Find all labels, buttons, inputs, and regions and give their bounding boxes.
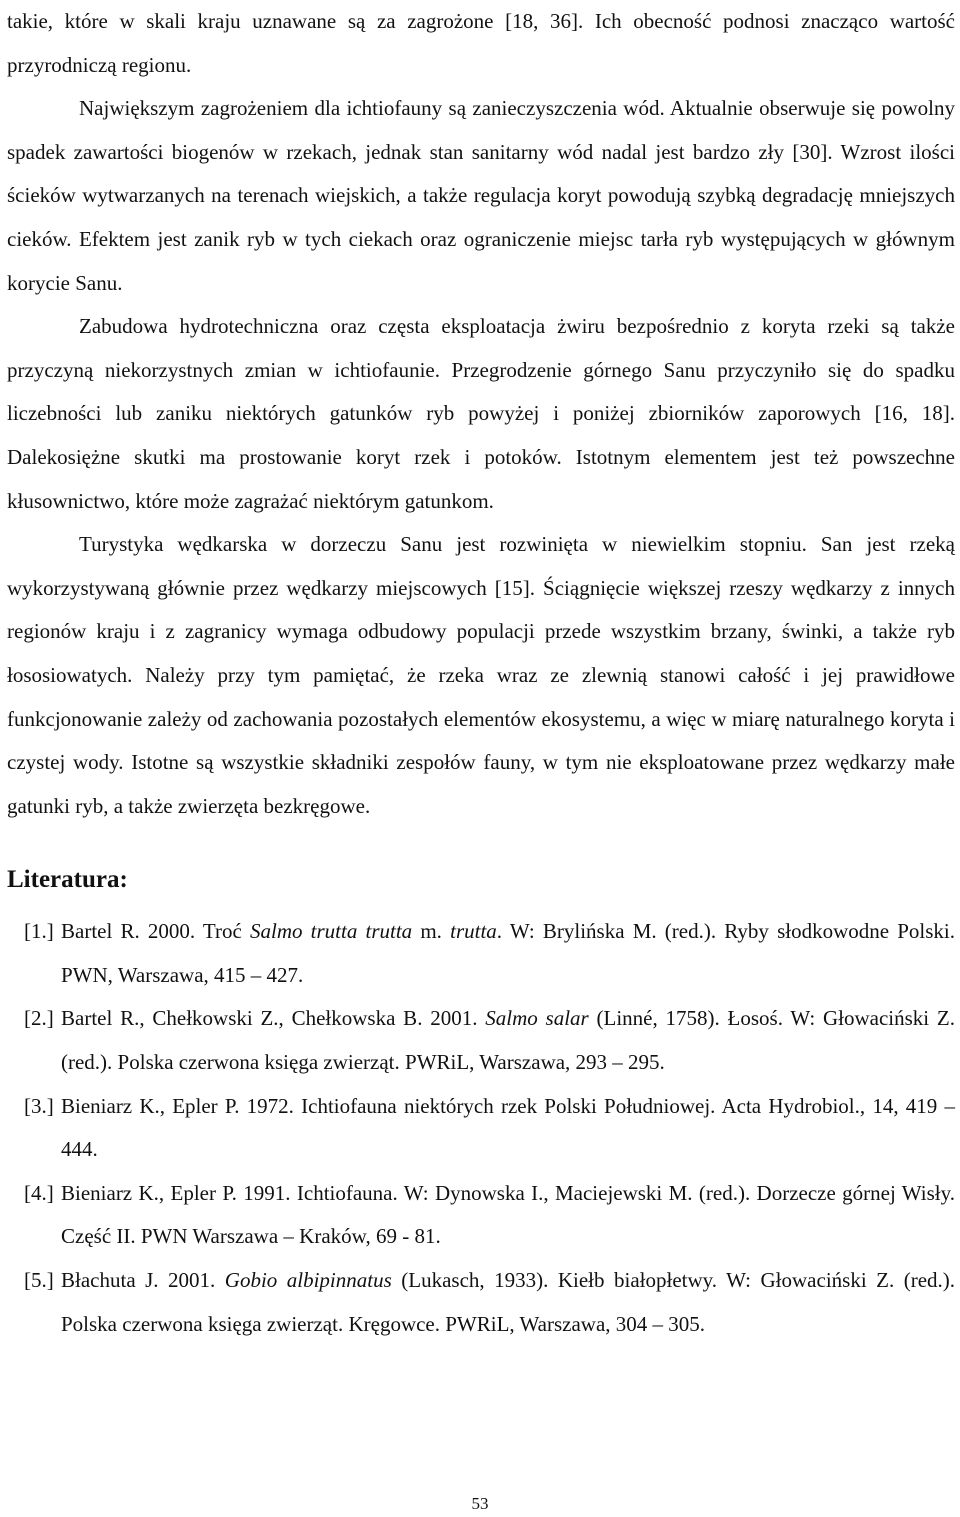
reference-item <box>7 1259 955 1346</box>
reference-list <box>7 910 955 1346</box>
reference-text: Błachuta J. 2001. <box>61 1268 225 1293</box>
document-page <box>7 0 955 1346</box>
paragraph-1: takie, które w skali kraju uznawane są za zagrożone [18, 36]. Ich obecność podnosi znacząco wartość przyrodniczą regionu. <box>7 9 955 77</box>
reference-text: (Lukasch, 1933). Kiełb białopłetwy. W: Głowaciński Z. (red.). Polska czerwona księga zwierząt. Kręgowce. PWRiL, Warszawa, 304 – 305. <box>61 1268 956 1336</box>
paragraph-4: Turystyka wędkarska w dorzeczu Sanu jest rozwinięta w niewielkim stopniu. San jest rzeką wykorzystywaną głównie przez wędkarzy miejscowych [15]. Ściągnięcie większej rzeszy wędkarzy z innych regionów kraju i z zagranicy wymaga odbudowy populacji przede wszystkim brzany, świnki, a także ryb łososiowatych. Należy przy tym pamiętać, że rzeka wraz ze zlewnią stanowi całość i jej prawidłowe funkcjonowanie zależy od zachowania pozostałych elementów ekosystemu, a więc w miarę naturalnego koryta i czystej wody. Istotne są wszystkie składniki zespołów fauny, w tym nie eksploatowane przez wędkarzy małe gatunki ryb, a także zwierzęta bezkręgowe. <box>7 532 955 818</box>
reference-item <box>7 997 955 1084</box>
reference-item <box>7 1172 955 1259</box>
reference-text: Bieniarz K., Epler P. 1972. Ichtiofauna niektórych rzek Polski Południowej. Acta Hydrobiol., 14, 419 – 444. <box>61 1093 955 1162</box>
reference-number: [3.] <box>24 1093 54 1118</box>
reference-text: m. <box>412 919 451 944</box>
reference-text: . W: Brylińska M. (red.). Ryby słodkowodne Polski. PWN, Warszawa, 415 – 427. <box>61 919 956 987</box>
reference-item <box>7 910 955 997</box>
species-name: Salmo trutta trutta <box>250 919 413 944</box>
reference-text: Bieniarz K., Epler P. 1991. Ichtiofauna. W: Dynowska I., Maciejewski M. (red.). Dorzecze górnej Wisły. Część II. PWN Warszawa – Kraków, 69 - 81. <box>61 1180 955 1249</box>
species-name: trutta <box>450 919 497 944</box>
reference-number: [2.] <box>24 1006 54 1031</box>
species-name: Salmo salar <box>485 1006 589 1031</box>
page-number: 53 <box>471 1494 489 1513</box>
paragraph-2: Największym zagrożeniem dla ichtiofauny są zanieczyszczenia wód. Aktualnie obserwuje się powolny spadek zawartości biogenów w rzekach, jednak stan sanitarny wód nadal jest bardzo zły [30]. Wzrost ilości ścieków wytwarzanych na terenach wiejskich, a także regulacja koryt powodują szybką degradację mniejszych cieków. Efektem jest zanik ryb w tych ciekach oraz ograniczenie miejsc tarła ryb występujących w głównym korycie Sanu. <box>7 96 955 295</box>
literature-heading: Literatura: <box>7 866 128 894</box>
reference-number: [5.] <box>24 1268 54 1293</box>
reference-number: [1.] <box>24 919 54 944</box>
reference-text: (Linné, 1758). Łosoś. W: Głowaciński Z. (red.). Polska czerwona księga zwierząt. PWRiL, Warszawa, 293 – 295. <box>61 1006 955 1075</box>
reference-text: Bartel R., Chełkowski Z., Chełkowska B. 2001. <box>61 1006 486 1031</box>
paragraph-3: Zabudowa hydrotechniczna oraz częsta eksploatacja żwiru bezpośrednio z koryta rzeki są także przyczyną niekorzystnych zmian w ichtiofaunie. Przegrodzenie górnego Sanu przyczyniło się do spadku liczebności lub zaniku niektórych gatunków ryb powyżej i poniżej zbiorników zaporowych [16, 18]. Dalekosiężne skutki ma prostowanie koryt rzek i potoków. Istotnym elementem jest też powszechne kłusownictwo, które może zagrażać niektórym gatunkom. <box>7 314 955 513</box>
reference-text: Bartel R. 2000. Troć <box>61 919 250 944</box>
species-name: Gobio albipinnatus <box>224 1268 392 1293</box>
reference-item <box>7 1085 955 1172</box>
reference-number: [4.] <box>24 1180 54 1205</box>
